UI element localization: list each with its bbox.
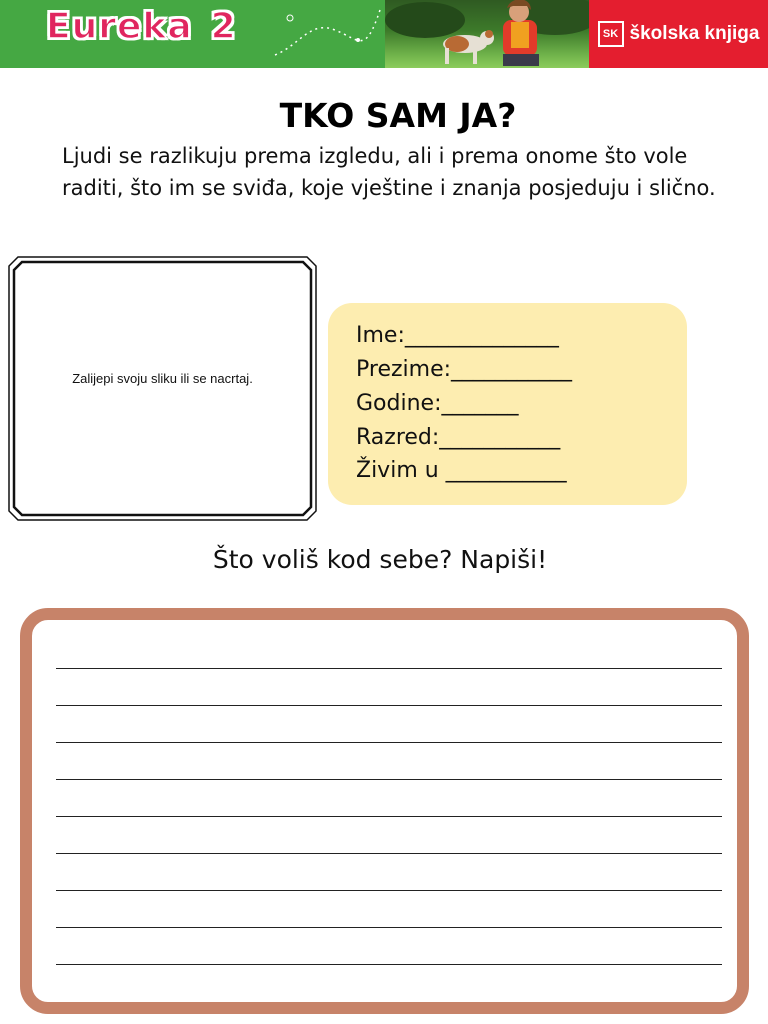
logo-number: 2 — [210, 6, 237, 47]
writing-line — [56, 853, 722, 854]
age-field: Godine:_______ — [356, 391, 519, 416]
writing-line — [56, 779, 722, 780]
writing-line — [56, 668, 722, 669]
photo-caption: Zalijepi svoju sliku ili se nacrtaj. — [72, 371, 253, 386]
writing-line — [56, 705, 722, 706]
dotted-swirl-decoration — [270, 0, 390, 68]
writing-prompt: Što voliš kod sebe? Napiši! — [212, 545, 548, 574]
writing-line — [56, 927, 722, 928]
writing-line — [56, 964, 722, 965]
writing-line — [56, 890, 722, 891]
intro-paragraph: Ljudi se razlikuju prema izgledu, ali i prema onome što vole raditi, što im se sviđa, koje vještine i znanja posjeduju i slično. — [62, 144, 716, 200]
child-and-dog-illustration — [385, 0, 590, 68]
publisher-logo — [589, 0, 768, 68]
writing-line — [56, 742, 722, 743]
header-photo — [385, 0, 590, 68]
surname-field: Prezime:___________ — [356, 357, 573, 382]
publisher-name: školska knjiga — [629, 23, 760, 44]
grade-field: Razred:___________ — [356, 425, 561, 450]
header-banner — [0, 0, 768, 68]
residence-field: Živim u ___________ — [356, 458, 567, 483]
info-card — [328, 303, 687, 505]
publisher-mark-icon: SK — [598, 21, 624, 47]
writing-area — [20, 608, 749, 1014]
photo-frame-border — [8, 256, 317, 521]
eureka-logo — [46, 6, 237, 47]
name-field: Ime:______________ — [356, 323, 559, 348]
logo-word: Eureka — [46, 6, 193, 47]
photo-frame — [8, 256, 317, 521]
page-title: TKO SAM JA? — [279, 96, 517, 135]
writing-line — [56, 816, 722, 817]
